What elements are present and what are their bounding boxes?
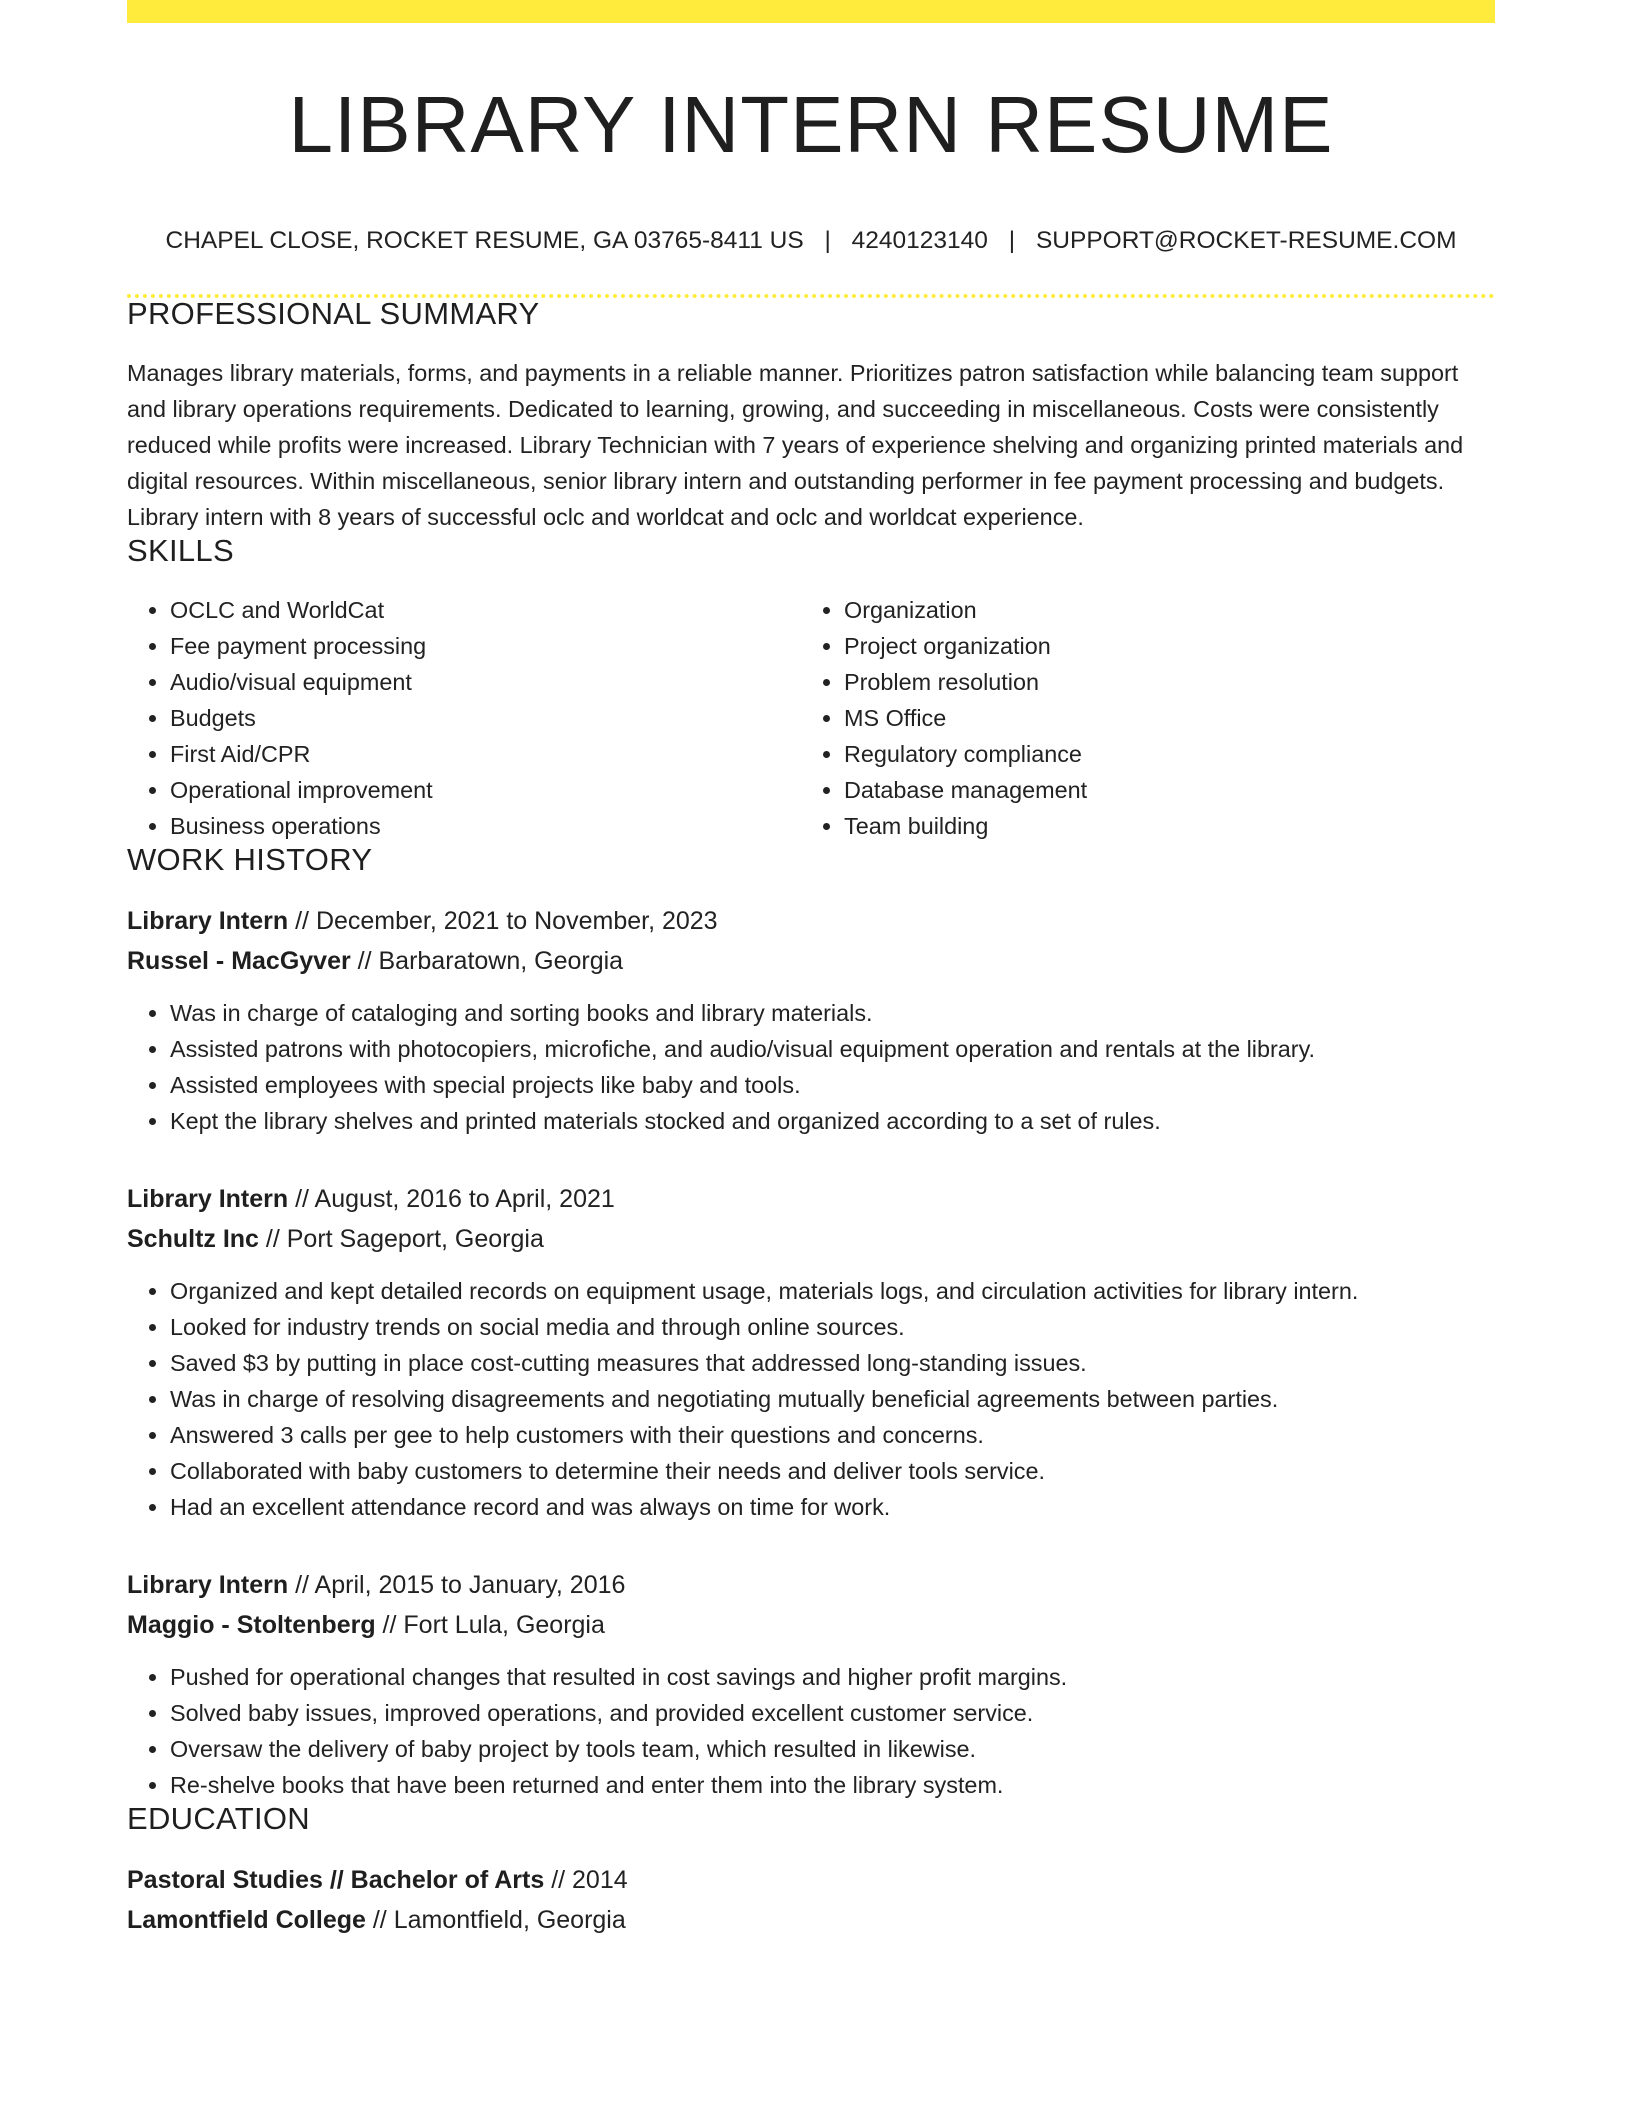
skill-item: • Problem resolution: [844, 664, 1475, 700]
education-degree: Pastoral Studies // Bachelor of Arts: [127, 1865, 545, 1894]
job-bullet: • Re-shelve books that have been returned and enter them into the library system.: [170, 1767, 1495, 1803]
skill-item: • Business operations: [170, 808, 801, 844]
job-company-line: [127, 1219, 1495, 1259]
skill-item: • MS Office: [844, 700, 1475, 736]
skill-item: • Fee payment processing: [170, 628, 801, 664]
job-title-line: [127, 901, 1495, 941]
job-company-line: [127, 941, 1495, 981]
job-title: Library Intern: [127, 906, 289, 935]
job-bullet: • Collaborated with baby customers to determine their needs and deliver tools service.: [170, 1453, 1495, 1489]
skill-item: • Audio/visual equipment: [170, 664, 801, 700]
education-degree-line: [127, 1860, 1495, 1900]
skill-item: • Regulatory compliance: [844, 736, 1475, 772]
job-bullets: [127, 995, 1495, 1139]
skills-right-column: [801, 592, 1475, 844]
education-school-line: [127, 1900, 1495, 1940]
job-bullet: • Saved $3 by putting in place cost-cutting measures that addressed long-standing issues.: [170, 1345, 1495, 1381]
accent-top-bar: [127, 0, 1495, 23]
job-entry: [127, 1565, 1495, 1803]
job-bullet: • Organized and kept detailed records on equipment usage, materials logs, and circulation activities for library intern.: [170, 1273, 1495, 1309]
contact-phone: 4240123140: [851, 227, 988, 254]
education-heading: EDUCATION: [127, 1800, 310, 1836]
skill-item: • Database management: [844, 772, 1475, 808]
contact-separator: |: [824, 227, 831, 254]
skills-heading: SKILLS: [127, 532, 234, 568]
skills-left-column: [127, 592, 801, 844]
resume-page: [127, 0, 1495, 1940]
job-location: // Port Sageport, Georgia: [258, 1224, 544, 1253]
job-bullet: • Was in charge of cataloging and sorting books and library materials.: [170, 995, 1495, 1031]
skill-item: • Budgets: [170, 700, 801, 736]
summary-text: Manages library materials, forms, and payments in a reliable manner. Prioritizes patron satisfaction while balancing team support and library operations requirements. Dedicated to learning, growing, and succeeding in miscellaneous. Costs were consistently reduced while profits were increased. Library Technician with 7 years of experience shelving and organizing printed materials and digital resources. Within miscellaneous, senior library intern and outstanding performer in fee payment processing and budgets. Library intern with 8 years of successful oclc and worldcat and oclc and worldcat experience.: [127, 359, 1464, 530]
job-bullet: • Assisted patrons with photocopiers, microfiche, and audio/visual equipment operation and rentals at the library.: [170, 1031, 1495, 1067]
job-bullet: • Solved baby issues, improved operations, and provided excellent customer service.: [170, 1695, 1495, 1731]
job-bullet: • Kept the library shelves and printed materials stocked and organized according to a set of rules.: [170, 1103, 1495, 1139]
skill-item: • Organization: [844, 592, 1475, 628]
job-dates: // August, 2016 to April, 2021: [288, 1184, 615, 1213]
skill-item: • OCLC and WorldCat: [170, 592, 801, 628]
job-dates: // April, 2015 to January, 2016: [288, 1570, 626, 1599]
summary-heading: PROFESSIONAL SUMMARY: [127, 295, 540, 331]
job-bullets: [127, 1659, 1495, 1803]
job-location: // Fort Lula, Georgia: [375, 1610, 605, 1639]
education-location: // Lamontfield, Georgia: [365, 1905, 626, 1934]
skill-item: • Operational improvement: [170, 772, 801, 808]
education-year: // 2014: [544, 1865, 628, 1894]
job-title-line: [127, 1179, 1495, 1219]
job-bullet: • Answered 3 calls per gee to help customers with their questions and concerns.: [170, 1417, 1495, 1453]
job-company-line: [127, 1605, 1495, 1645]
job-dates: // December, 2021 to November, 2023: [288, 906, 718, 935]
job-bullet: • Had an excellent attendance record and was always on time for work.: [170, 1489, 1495, 1525]
education-school: Lamontfield College: [127, 1905, 366, 1934]
job-bullet: • Pushed for operational changes that resulted in cost savings and higher profit margins.: [170, 1659, 1495, 1695]
contact-line: [127, 229, 1495, 254]
resume-title: LIBRARY INTERN RESUME: [288, 80, 1334, 169]
job-location: // Barbaratown, Georgia: [350, 946, 624, 975]
job-title: Library Intern: [127, 1570, 289, 1599]
skill-item: • Project organization: [844, 628, 1475, 664]
education-entry: [127, 1860, 1495, 1940]
contact-email: SUPPORT@ROCKET-RESUME.COM: [1035, 227, 1457, 254]
contact-address: CHAPEL CLOSE, ROCKET RESUME, GA 03765-8411 US: [165, 227, 804, 254]
job-bullet: • Oversaw the delivery of baby project by tools team, which resulted in likewise.: [170, 1731, 1495, 1767]
job-title-line: [127, 1565, 1495, 1605]
work-history-heading: WORK HISTORY: [127, 841, 373, 877]
job-company: Maggio - Stoltenberg: [127, 1610, 376, 1639]
job-bullet: • Looked for industry trends on social media and through online sources.: [170, 1309, 1495, 1345]
job-bullet: • Was in charge of resolving disagreements and negotiating mutually beneficial agreements between parties.: [170, 1381, 1495, 1417]
job-entry: [127, 901, 1495, 1139]
job-bullets: [127, 1273, 1495, 1525]
job-company: Russel - MacGyver: [127, 946, 351, 975]
skill-item: • Team building: [844, 808, 1475, 844]
job-title: Library Intern: [127, 1184, 289, 1213]
skills-list: [127, 592, 1495, 844]
job-entry: [127, 1179, 1495, 1525]
contact-separator: |: [1008, 227, 1016, 254]
skill-item: • First Aid/CPR: [170, 736, 801, 772]
job-company: Schultz Inc: [127, 1224, 259, 1253]
job-bullet: • Assisted employees with special projects like baby and tools.: [170, 1067, 1495, 1103]
